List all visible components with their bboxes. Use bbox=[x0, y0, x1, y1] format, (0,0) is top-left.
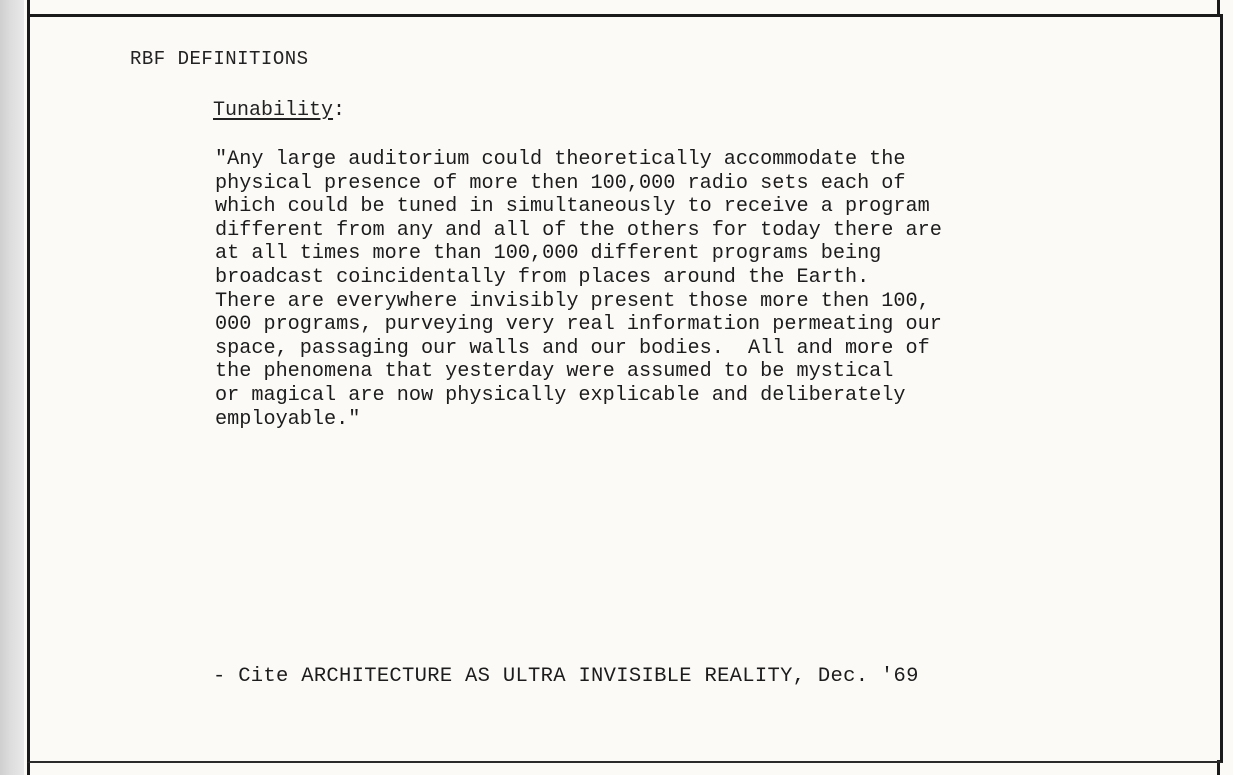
definition-term-line bbox=[213, 99, 345, 122]
quote-line: at all times more than 100,000 different programs being bbox=[215, 242, 882, 266]
definition-term-colon: : bbox=[333, 99, 346, 122]
page-heading: RBF DEFINITIONS bbox=[130, 48, 309, 70]
definition-quote bbox=[215, 148, 942, 431]
quote-line: broadcast coincidentally from places around the Earth. bbox=[215, 265, 870, 289]
quote-line: "Any large auditorium could theoretically accommodate the bbox=[215, 148, 906, 171]
definition-term: Tunability bbox=[213, 99, 334, 122]
quote-line: space, passaging our walls and our bodies. All and more of bbox=[215, 336, 930, 360]
quote-line: the phenomena that yesterday were assumed to be mystical bbox=[215, 360, 894, 384]
quote-line: 000 programs, purveying very real information permeating our bbox=[215, 313, 942, 337]
quote-line: which could be tuned in simultaneously to receive a program bbox=[215, 195, 930, 219]
quote-line: employable." bbox=[215, 407, 361, 431]
quote-line: different from any and all of the others for today there are bbox=[215, 218, 942, 242]
quote-line: physical presence of more then 100,000 radio sets each of bbox=[215, 171, 906, 195]
quote-line: or magical are now physically explicable and deliberately bbox=[215, 383, 906, 407]
citation: - Cite ARCHITECTURE AS ULTRA INVISIBLE REALITY, Dec. '69 bbox=[213, 665, 919, 688]
scan-edge-strip bbox=[0, 0, 24, 775]
quote-line: There are everywhere invisibly present those more then 100, bbox=[215, 289, 930, 313]
